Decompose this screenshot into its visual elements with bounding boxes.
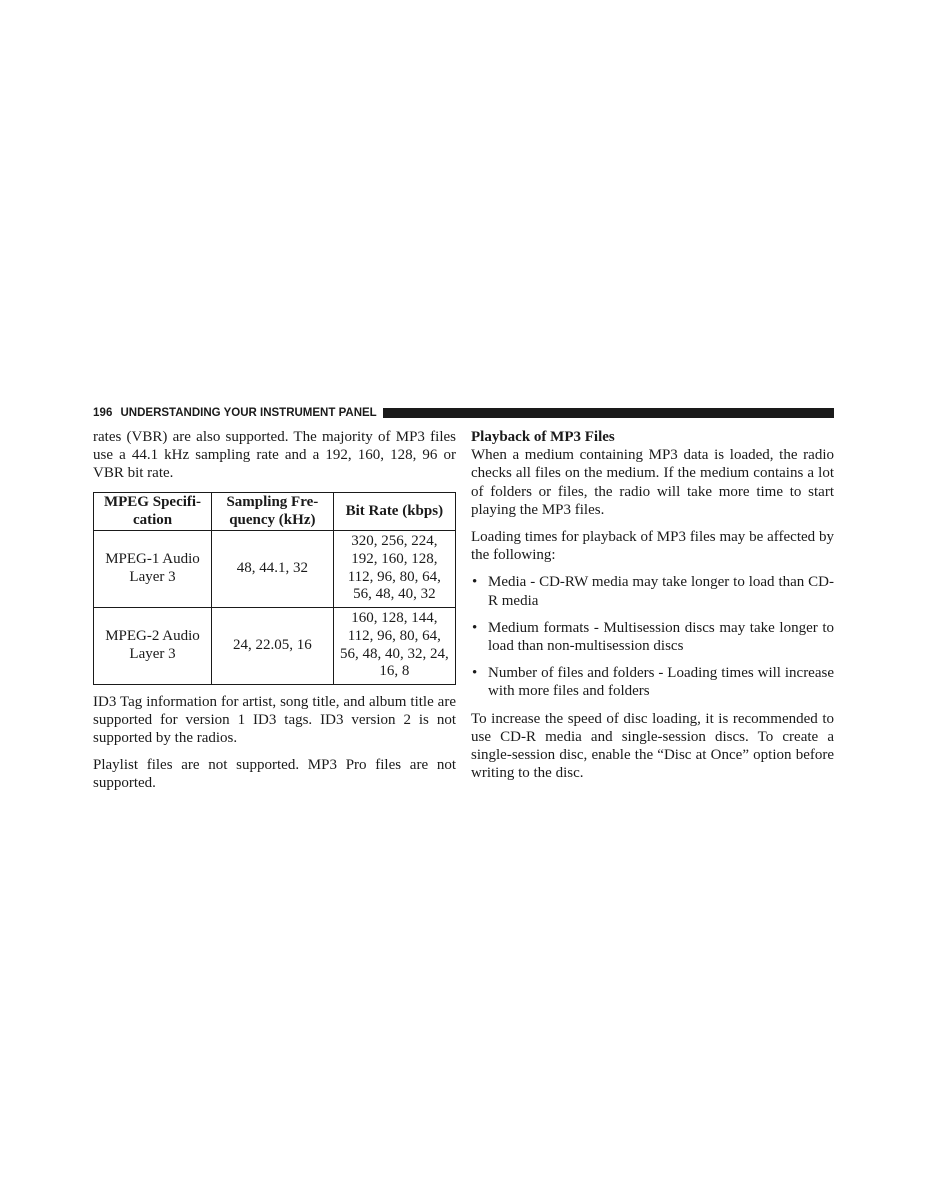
intro-paragraph: rates (VBR) are also supported. The majority of MP3 files use a 44.1 kHz sampling rate and a 192, 160, 128, 96 or VBR bit rate. [93, 429, 456, 482]
page-number: 196 [93, 407, 113, 419]
bullet-icon: • [472, 665, 478, 682]
list-item-text: Medium formats - Multisession discs may take longer to load than non-multisession discs [488, 619, 834, 655]
bullet-icon: • [472, 574, 478, 591]
list-item [471, 664, 834, 700]
table-cell: 48, 44.1, 32 [212, 530, 334, 607]
table-row [94, 530, 456, 607]
speed-paragraph: To increase the speed of disc loading, it is recommended to use CD-R media and single-session discs. To create a single-session disc, enable the “Disc at Once” option before writing to the disc. [471, 710, 834, 782]
page-header [93, 405, 834, 421]
list-item-text: Media - CD-RW media may take longer to load than CD-R media [488, 574, 834, 609]
bullet-icon: • [472, 619, 478, 636]
playlist-paragraph: Playlist files are not supported. MP3 Pro files are not supported. [93, 757, 456, 792]
table-header-cell: MPEG Specifi- cation [94, 492, 212, 530]
right-column [471, 428, 834, 791]
list-item [471, 573, 834, 609]
mpeg-spec-table [93, 492, 456, 685]
list-item-text: Number of files and folders - Loading times will increase with more files and folders [488, 665, 834, 700]
table-header-cell: Sampling Fre- quency (kHz) [212, 492, 334, 530]
table-cell: MPEG-1 Audio Layer 3 [94, 530, 212, 607]
table-row [94, 607, 456, 684]
playback-paragraph: When a medium containing MP3 data is loaded, the radio checks all files on the medium. If the medium contains a lot of folders or files, the radio will take more time to start playing the MP3 files. [471, 447, 834, 518]
table-cell: 320, 256, 224, 192, 160, 128, 112, 96, 80, 64, 56, 48, 40, 32 [333, 530, 455, 607]
section-title: UNDERSTANDING YOUR INSTRUMENT PANEL [120, 407, 377, 419]
loading-intro-paragraph: Loading times for playback of MP3 files may be affected by the following: [471, 529, 834, 564]
table-cell: 160, 128, 144, 112, 96, 80, 64, 56, 48, 40, 32, 24, 16, 8 [333, 607, 455, 684]
playback-heading: Playback of MP3 Files [471, 429, 615, 445]
table-cell: MPEG-2 Audio Layer 3 [94, 607, 212, 684]
id3-paragraph: ID3 Tag information for artist, song title, and album title are supported for version 1 ID3 tags. ID3 version 2 is not supported by the radios. [93, 693, 456, 747]
loading-factors-list [471, 573, 834, 700]
table-header-row [94, 492, 456, 530]
header-rule-bar [383, 408, 834, 418]
list-item [471, 619, 834, 655]
table-cell: 24, 22.05, 16 [212, 607, 334, 684]
left-column [93, 428, 456, 802]
table-header-cell: Bit Rate (kbps) [333, 492, 455, 530]
